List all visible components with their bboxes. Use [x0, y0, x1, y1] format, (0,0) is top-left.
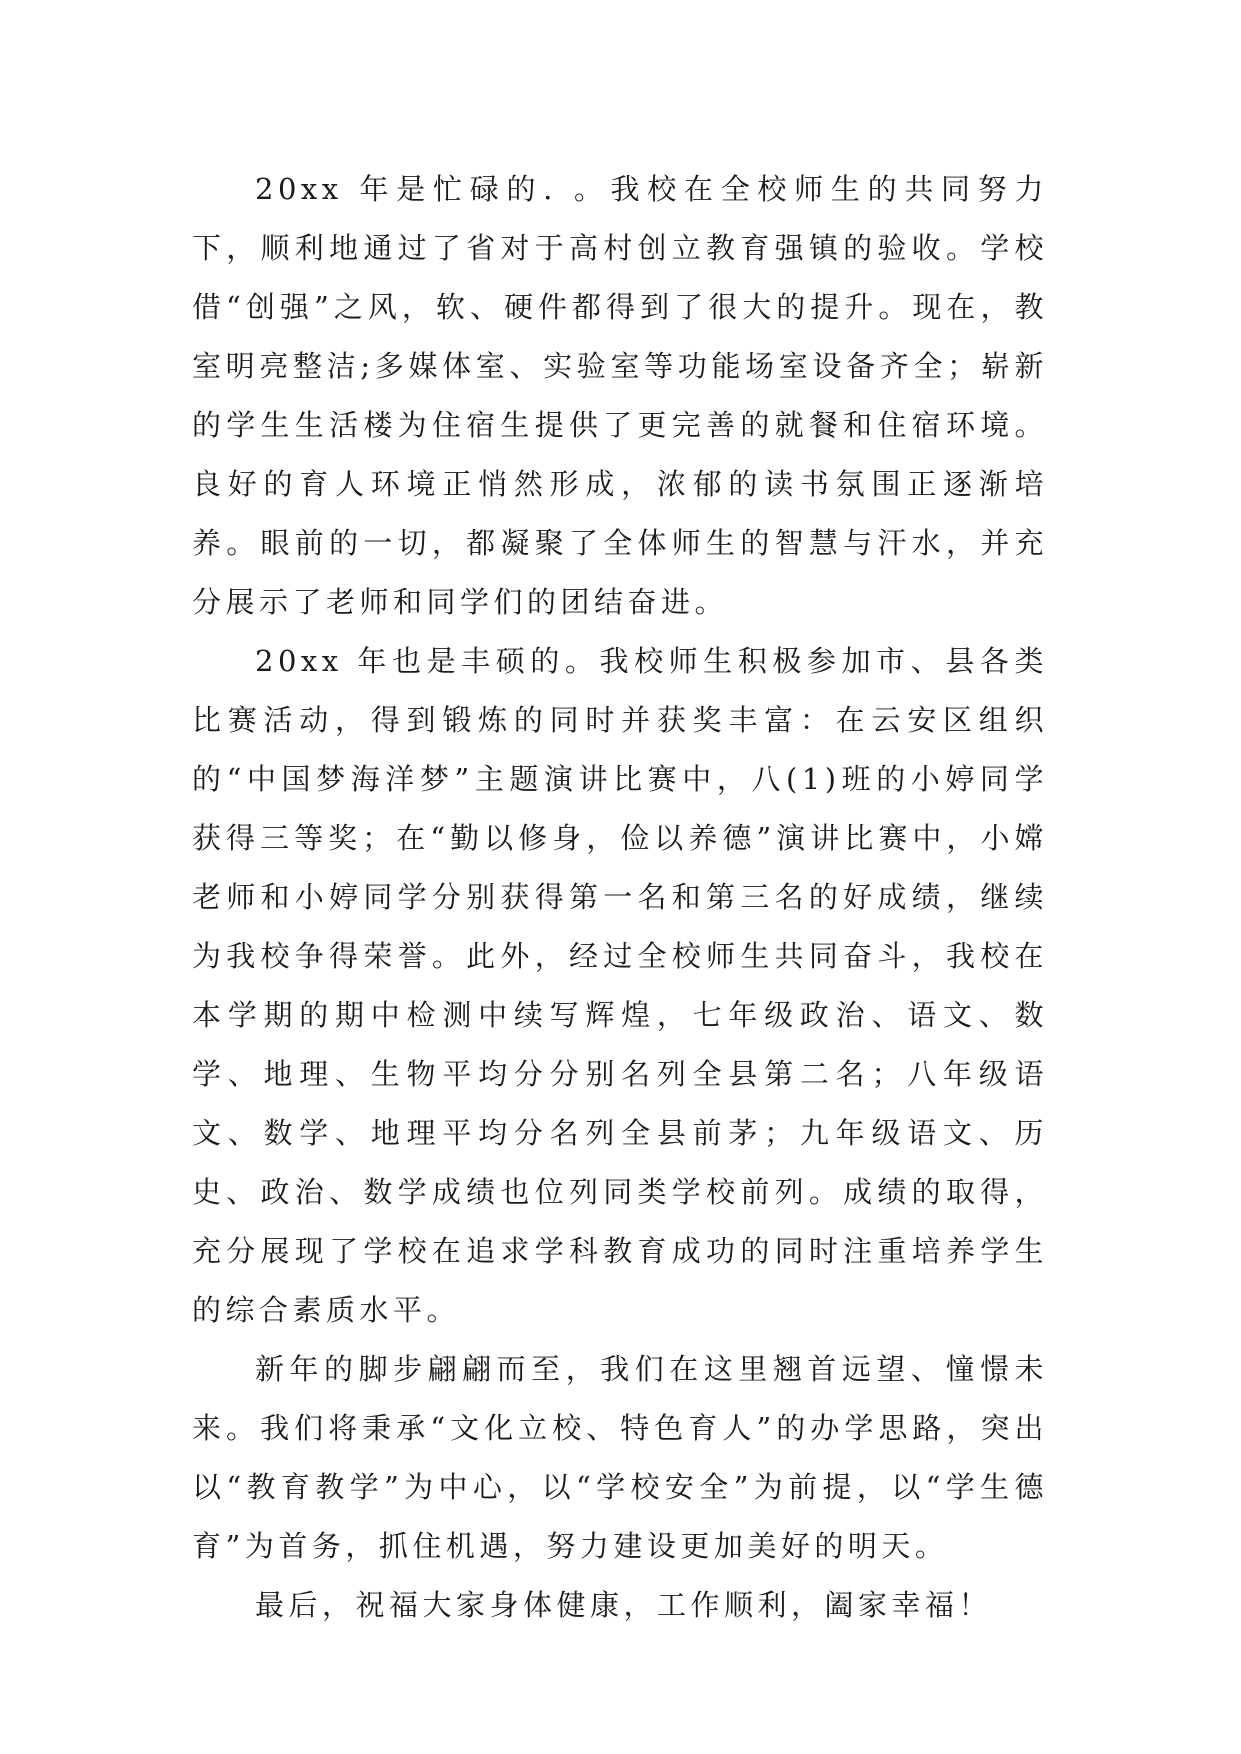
paragraph-future-outlook: 新年的脚步翩翩而至，我们在这里翘首远望、憧憬未来。我们将秉承“文化立校、特色育人”的办学思路，突出以“教育教学”为中心，以“学校安全”为前提，以“学生德育”为首务，抓住机遇，努力建设更加美好的明天。 [192, 1352, 1048, 1563]
paragraph-review-busy-year: 20xx 年是忙碌的. 。我校在全校师生的共同努力下，顺利地通过了省对于高村创立教育强镇的验收。学校借“创强”之风，软、硬件都得到了很大的提升。现在，教室明亮整洁;多媒体室、实验室等功能场室设备齐全；崭新的学生生活楼为住宿生提供了更完善的就餐和住宿环境。良好的育人环境正悄然形成，浓郁的读书氛围正逐渐培养。眼前的一切，都凝聚了全体师生的智慧与汗水，并充分展示了老师和同学们的团结奋进。 [192, 172, 1048, 619]
paragraph-closing-wishes: 最后，祝福大家身体健康，工作顺利，阖家幸福！ [255, 1588, 993, 1622]
document-body [192, 160, 1048, 1635]
paragraph-achievements: 20xx 年也是丰硕的。我校师生积极参加市、县各类比赛活动，得到锻炼的同时并获奖丰富：在云安区组织的“中国梦海洋梦”主题演讲比赛中，八(1)班的小婷同学获得三等奖；在“勤以修身，俭以养德”演讲比赛中，小嫦老师和小婷同学分别获得第一名和第三名的好成绩，继续为我校争得荣誉。此外，经过全校师生共同奋斗，我校在本学期的期中检测中续写辉煌，七年级政治、语文、数学、地理、生物平均分分别名列全县第二名；八年级语文、数学、地理平均分名列全县前茅；九年级语文、历史、政治、数学成绩也位列同类学校前列。成绩的取得，充分展现了学校在追求学科教育成功的同时注重培养学生的综合素质水平。 [192, 644, 1048, 1327]
